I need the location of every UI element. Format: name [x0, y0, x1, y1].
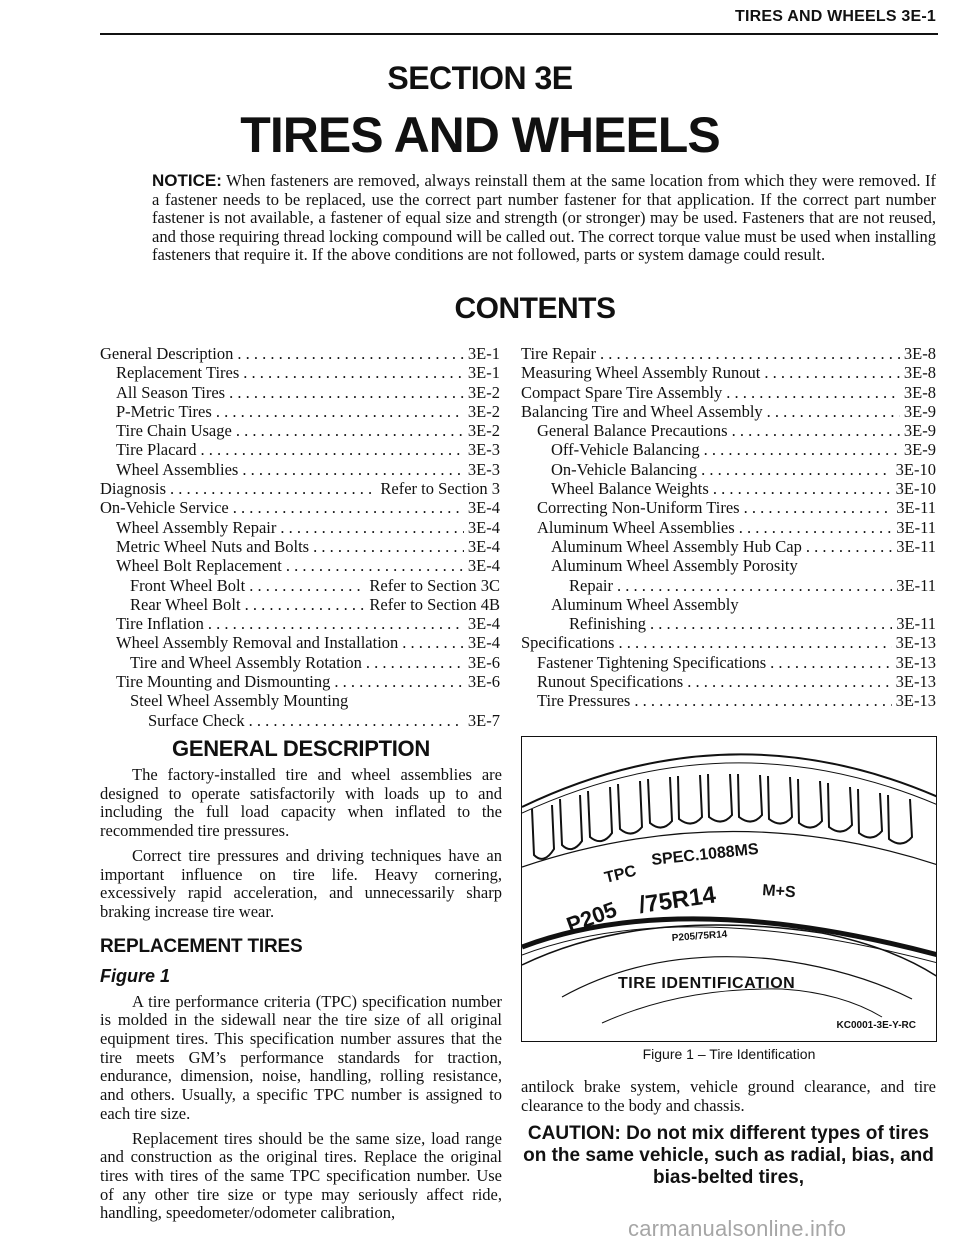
toc-leader-dots [402, 633, 464, 652]
svg-text:P205/75R14: P205/75R14 [671, 929, 728, 944]
section-label: SECTION 3E [387, 60, 573, 96]
svg-text:M+S: M+S [761, 882, 797, 902]
figure-reference: Figure 1 [100, 965, 171, 986]
toc-entry-page: 3E-6 [467, 672, 500, 692]
toc-entry-page: 3E-6 [467, 652, 500, 672]
toc-entry-page: 3E-3 [467, 459, 500, 479]
toc-entry-title: Runout Specifications [537, 672, 684, 692]
toc-entry [521, 344, 936, 363]
toc-entry-title: Steel Wheel Assembly Mounting [130, 691, 349, 711]
toc-right-column [521, 344, 936, 711]
toc-entry-title: Measuring Wheel Assembly Runout [521, 363, 761, 383]
toc-leader-dots [249, 576, 365, 595]
toc-entry [100, 498, 500, 517]
toc-entry-title: Rear Wheel Bolt [130, 594, 241, 614]
toc-entry [100, 440, 500, 459]
toc-entry-page: 3E-13 [895, 672, 936, 692]
toc-entry-page: 3E-8 [903, 363, 936, 383]
toc-entry-title: Surface Check [148, 710, 245, 730]
toc-entry-title: Tire Chain Usage [116, 421, 232, 441]
toc-entry-title: Aluminum Wheel Assembly [551, 594, 739, 614]
toc-entry-title: Front Wheel Bolt [130, 575, 246, 595]
toc-leader-dots [236, 421, 464, 440]
toc-entry [100, 614, 500, 633]
toc-entry-page: 3E-11 [896, 614, 936, 634]
toc-leader-dots [650, 614, 892, 633]
toc-leader-dots [617, 576, 892, 595]
toc-entry-page: 3E-8 [903, 344, 936, 363]
toc-leader-dots [286, 556, 464, 575]
toc-leader-dots [634, 691, 891, 710]
general-paragraph-1: The factory-installed tire and wheel assemblies are designed to operate satisfactorily with loads up to and including the full load capacity when inflated to the recommended tire pressures. [100, 765, 502, 841]
toc-entry-page: Refer to Section 3 [380, 479, 500, 499]
toc-entry-page: 3E-3 [467, 440, 500, 460]
replacement-paragraph-2: Replacement tires should be the same size, load range and construction as the original tires. Replace the original tires with tires of the same TPC specification number. Use of any other tire size or type may seriously affect ride, handling, speedometer/odometer calibration, [100, 1128, 502, 1223]
contents-heading: CONTENTS [454, 292, 616, 325]
header-rule [100, 33, 938, 35]
section-title: TIRES AND WHEELS [240, 107, 720, 163]
toc-leader-dots [767, 402, 900, 421]
toc-entry [100, 556, 500, 575]
toc-entry [521, 614, 936, 633]
toc-entry-title: Refinishing [569, 614, 646, 634]
toc-entry-page: 3E-9 [903, 440, 936, 460]
toc-entry [100, 344, 500, 363]
toc-entry-title: Off-Vehicle Balancing [551, 440, 700, 460]
toc-entry-title: Wheel Assembly Removal and Installation [116, 633, 399, 653]
body-left-column [100, 736, 502, 1229]
toc-entry [521, 537, 936, 556]
toc-leader-dots [764, 363, 900, 382]
toc-entry [100, 711, 500, 730]
toc-entry [100, 653, 500, 672]
toc-entry-page: 3E-11 [896, 536, 936, 556]
toc-entry-page: 3E-11 [896, 498, 936, 518]
toc-leader-dots [313, 537, 464, 556]
toc-leader-dots [687, 672, 891, 691]
toc-leader-dots [208, 614, 464, 633]
replacement-paragraph-1: A tire performance criteria (TPC) specification number is molded in the sidewall near the tire size of all original equipment tires. This specification number assures that the tire meets GM’s performance standards for traction, endurance, dimension, noise, handling, rolling resistance, and others. Usually, a specific TPC number is assigned to each tire size. [100, 991, 502, 1123]
toc-entry-title: Tire Repair [521, 344, 597, 363]
toc-leader-dots [280, 518, 464, 537]
toc-leader-dots [216, 402, 464, 421]
general-description-heading: GENERAL DESCRIPTION [172, 736, 430, 761]
caution-text: CAUTION: Do not mix different types of tires on the same vehicle, such as radial, bias, and bias-belted tires, [523, 1123, 934, 1188]
toc-entry [100, 633, 500, 652]
toc-leader-dots [726, 383, 900, 402]
toc-leader-dots [600, 344, 900, 363]
tire-identification-figure [521, 736, 937, 1042]
toc-entry-title: Wheel Balance Weights [551, 479, 709, 499]
toc-entry [100, 518, 500, 537]
toc-entry [100, 363, 500, 382]
toc-entry [521, 460, 936, 479]
toc-leader-dots [366, 653, 464, 672]
toc-leader-dots [237, 344, 464, 363]
toc-leader-dots [704, 440, 900, 459]
toc-entry-title: Diagnosis [100, 479, 166, 499]
toc-leader-dots [170, 479, 376, 498]
toc-leader-dots [806, 537, 892, 556]
toc-entry [521, 691, 936, 710]
toc-left-column [100, 344, 500, 730]
toc-leader-dots [334, 672, 464, 691]
toc-entry-page: 3E-4 [467, 633, 500, 653]
toc-entry-title: Wheel Assembly Repair [116, 517, 277, 537]
toc-leader-dots [770, 653, 892, 672]
toc-entry-title: All Season Tires [116, 382, 226, 402]
toc-entry [521, 402, 936, 421]
toc-entry-page: 3E-2 [467, 401, 500, 421]
toc-entry-title: P-Metric Tires [116, 401, 212, 421]
running-header: TIRES AND WHEELS 3E-1 [735, 8, 936, 25]
toc-entry [100, 421, 500, 440]
toc-entry [100, 576, 500, 595]
watermark: carmanualsonline.info [628, 1216, 847, 1241]
toc-leader-dots [245, 595, 366, 614]
figure-code: KC0001-3E-Y-RC [836, 1020, 916, 1031]
toc-entry-page: 3E-11 [896, 575, 936, 595]
toc-entry-title: Wheel Assemblies [116, 459, 239, 479]
toc-entry-title: Fastener Tightening Specifications [537, 652, 767, 672]
toc-entry-page: 3E-13 [895, 633, 936, 653]
toc-entry [521, 498, 936, 517]
toc-entry-page: 3E-9 [903, 401, 936, 421]
toc-entry-page: 3E-4 [467, 614, 500, 634]
toc-entry-title: Wheel Bolt Replacement [116, 556, 282, 576]
toc-entry-page: Refer to Section 3C [369, 575, 500, 595]
toc-entry-title: Compact Spare Tire Assembly [521, 382, 723, 402]
toc-entry-title: General Description [100, 344, 234, 363]
toc-entry-page: 3E-10 [895, 479, 936, 499]
toc-entry-page: 3E-10 [895, 459, 936, 479]
toc-entry [521, 383, 936, 402]
toc-entry-title: Balancing Tire and Wheel Assembly [521, 401, 763, 421]
toc-entry [100, 479, 500, 498]
notice-text: When fasteners are removed, always reinstall them at the same location from which they were removed. If a fastener needs to be replaced, use the correct part number fastener for that application. If the correct part number fastener is not available, a fastener of equal size and strength (or stronger) may be used. Fasteners that are not reused, and those requiring thread locking compound will be called out. The correct torque value must be used when installing fasteners that require it. If the above conditions are not followed, parts or system damage could result. [152, 171, 936, 265]
toc-entry-page: 3E-11 [896, 517, 936, 537]
toc-entry-page: 3E-13 [895, 691, 936, 711]
toc-entry [100, 383, 500, 402]
toc-entry-title: Repair [569, 575, 613, 595]
svg-text:SPEC.1088MS: SPEC.1088MS [650, 840, 760, 869]
toc-entry-title: Correcting Non-Uniform Tires [537, 498, 740, 518]
toc-leader-dots [233, 498, 464, 517]
toc-entry [100, 537, 500, 556]
figure-inner-label: TIRE IDENTIFICATION [618, 975, 796, 992]
toc-entry-page: Refer to Section 4B [369, 594, 500, 614]
notice-paragraph [152, 172, 936, 265]
toc-entry [100, 460, 500, 479]
toc-entry-title: Tire Mounting and Dismounting [116, 672, 331, 692]
svg-text:TPC: TPC [602, 862, 639, 887]
toc-entry [521, 440, 936, 459]
toc-leader-dots [242, 460, 464, 479]
toc-entry-title: Tire Placard [116, 440, 197, 460]
toc-entry-title: Aluminum Wheel Assembly Porosity [551, 556, 798, 576]
toc-entry [521, 672, 936, 691]
toc-entry [100, 691, 500, 710]
toc-entry-title: Tire Inflation [116, 614, 204, 634]
general-paragraph-2: Correct tire pressures and driving techniques have an important influence on tire life. Heavy cornering, excessively rapid acceleration, and unnecessarily sharp braking increase tire wear. [100, 845, 502, 921]
toc-entry-title: General Balance Precautions [537, 421, 728, 441]
toc-entry [521, 518, 936, 537]
svg-text:P205: P205 [563, 896, 621, 938]
toc-entry-title: Aluminum Wheel Assemblies [537, 517, 735, 537]
toc-leader-dots [201, 440, 464, 459]
notice-label: NOTICE: [152, 171, 222, 190]
toc-entry-title: Tire and Wheel Assembly Rotation [130, 652, 362, 672]
toc-entry-title: Metric Wheel Nuts and Bolts [116, 536, 310, 556]
toc-leader-dots [618, 633, 891, 652]
toc-entry-title: Tire Pressures [537, 691, 631, 711]
toc-entry-page: 3E-9 [903, 421, 936, 441]
toc-entry-page: 3E-8 [903, 382, 936, 402]
toc-entry [521, 576, 936, 595]
toc-leader-dots [739, 518, 893, 537]
toc-entry [100, 595, 500, 614]
toc-entry [100, 672, 500, 691]
toc-entry-page: 3E-4 [467, 498, 500, 518]
toc-leader-dots [249, 711, 464, 730]
toc-entry-title: Specifications [521, 633, 615, 653]
toc-entry [521, 421, 936, 440]
toc-entry-title: Replacement Tires [116, 363, 240, 383]
toc-leader-dots [243, 363, 464, 382]
toc-entry [521, 363, 936, 382]
figure-caption: Figure 1 – Tire Identification [642, 1046, 816, 1062]
toc-entry [521, 479, 936, 498]
toc-entry-title: On-Vehicle Balancing [551, 459, 698, 479]
continued-paragraph: antilock brake system, vehicle ground clearance, and tire clearance to the body and chassis. [521, 1077, 936, 1115]
toc-leader-dots [713, 479, 892, 498]
tire-sidewall-illustration [522, 737, 937, 1042]
toc-leader-dots [701, 460, 892, 479]
toc-leader-dots [744, 498, 893, 517]
toc-entry [100, 402, 500, 421]
toc-entry-page: 3E-13 [895, 652, 936, 672]
toc-entry [521, 653, 936, 672]
toc-entry-page: 3E-2 [467, 382, 500, 402]
toc-leader-dots [229, 383, 464, 402]
toc-entry-title: On-Vehicle Service [100, 498, 229, 518]
toc-entry-page: 3E-2 [467, 421, 500, 441]
toc-entry [521, 633, 936, 652]
toc-entry-page: 3E-4 [467, 517, 500, 537]
toc-entry-page: 3E-4 [467, 556, 500, 576]
svg-text:/75R14: /75R14 [637, 881, 718, 919]
toc-entry-page: 3E-1 [467, 363, 500, 383]
toc-entry-page: 3E-7 [467, 710, 500, 730]
toc-entry-page: 3E-4 [467, 536, 500, 556]
toc-entry [521, 556, 936, 575]
toc-entry [521, 595, 936, 614]
replacement-tires-heading: REPLACEMENT TIRES [100, 935, 303, 957]
toc-entry-page: 3E-1 [467, 344, 500, 363]
toc-entry-title: Aluminum Wheel Assembly Hub Cap [551, 536, 802, 556]
toc-leader-dots [732, 421, 900, 440]
